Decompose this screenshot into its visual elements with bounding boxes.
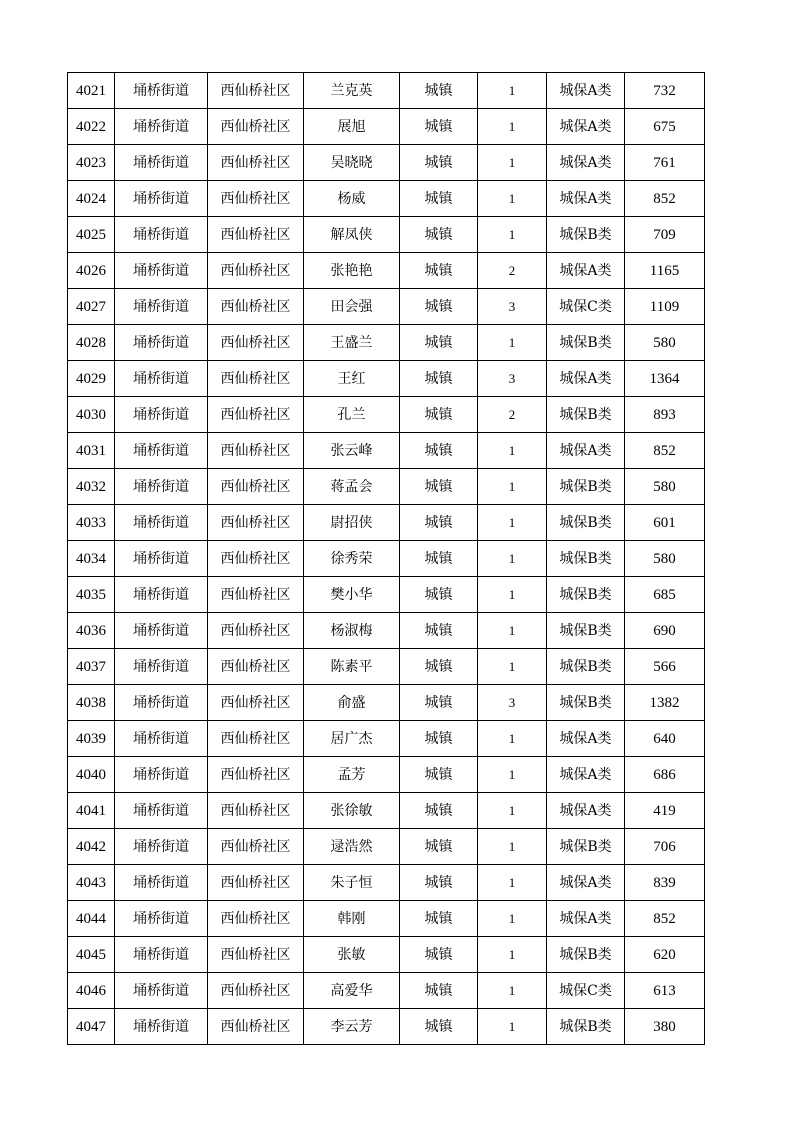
street-cell: 埇桥街道: [115, 973, 208, 1009]
community-cell: 西仙桥社区: [208, 217, 304, 253]
name-cell: 兰克英: [304, 73, 400, 109]
street-cell: 埇桥街道: [115, 181, 208, 217]
street-cell: 埇桥街道: [115, 577, 208, 613]
amount-cell: 732: [625, 73, 705, 109]
area-type-cell: 城镇: [400, 181, 478, 217]
area-type-cell: 城镇: [400, 721, 478, 757]
community-cell: 西仙桥社区: [208, 73, 304, 109]
area-type-cell: 城镇: [400, 361, 478, 397]
table-row: [68, 289, 705, 325]
household-count-cell: 3: [478, 685, 547, 721]
name-cell: 蒋孟会: [304, 469, 400, 505]
name-cell: 樊小华: [304, 577, 400, 613]
area-type-cell: 城镇: [400, 325, 478, 361]
name-cell: 高爱华: [304, 973, 400, 1009]
household-count-cell: 1: [478, 973, 547, 1009]
community-cell: 西仙桥社区: [208, 397, 304, 433]
household-count-cell: 1: [478, 541, 547, 577]
table-row: [68, 721, 705, 757]
street-cell: 埇桥街道: [115, 793, 208, 829]
street-cell: 埇桥街道: [115, 109, 208, 145]
amount-cell: 761: [625, 145, 705, 181]
table-row: [68, 577, 705, 613]
street-cell: 埇桥街道: [115, 253, 208, 289]
area-type-cell: 城镇: [400, 109, 478, 145]
household-count-cell: 1: [478, 829, 547, 865]
area-type-cell: 城镇: [400, 685, 478, 721]
table-row: [68, 73, 705, 109]
serial-number-cell: 4024: [68, 181, 115, 217]
community-cell: 西仙桥社区: [208, 253, 304, 289]
household-count-cell: 1: [478, 325, 547, 361]
name-cell: 俞盛: [304, 685, 400, 721]
table-row: [68, 757, 705, 793]
street-cell: 埇桥街道: [115, 433, 208, 469]
community-cell: 西仙桥社区: [208, 433, 304, 469]
street-cell: 埇桥街道: [115, 469, 208, 505]
amount-cell: 893: [625, 397, 705, 433]
name-cell: 杨威: [304, 181, 400, 217]
area-type-cell: 城镇: [400, 469, 478, 505]
insurance-category-cell: 城保B类: [547, 649, 625, 685]
household-count-cell: 1: [478, 757, 547, 793]
table-row: [68, 181, 705, 217]
area-type-cell: 城镇: [400, 253, 478, 289]
household-count-cell: 1: [478, 145, 547, 181]
community-cell: 西仙桥社区: [208, 577, 304, 613]
amount-cell: 566: [625, 649, 705, 685]
street-cell: 埇桥街道: [115, 865, 208, 901]
insurance-category-cell: 城保A类: [547, 145, 625, 181]
community-cell: 西仙桥社区: [208, 181, 304, 217]
street-cell: 埇桥街道: [115, 145, 208, 181]
serial-number-cell: 4028: [68, 325, 115, 361]
amount-cell: 601: [625, 505, 705, 541]
amount-cell: 640: [625, 721, 705, 757]
table-row: [68, 145, 705, 181]
street-cell: 埇桥街道: [115, 613, 208, 649]
street-cell: 埇桥街道: [115, 325, 208, 361]
name-cell: 解凤侠: [304, 217, 400, 253]
name-cell: 张云峰: [304, 433, 400, 469]
area-type-cell: 城镇: [400, 973, 478, 1009]
community-cell: 西仙桥社区: [208, 829, 304, 865]
street-cell: 埇桥街道: [115, 829, 208, 865]
insurance-category-cell: 城保A类: [547, 73, 625, 109]
community-cell: 西仙桥社区: [208, 109, 304, 145]
insurance-category-cell: 城保A类: [547, 181, 625, 217]
amount-cell: 380: [625, 1009, 705, 1045]
street-cell: 埇桥街道: [115, 73, 208, 109]
amount-cell: 706: [625, 829, 705, 865]
table-row: [68, 361, 705, 397]
serial-number-cell: 4031: [68, 433, 115, 469]
serial-number-cell: 4037: [68, 649, 115, 685]
serial-number-cell: 4029: [68, 361, 115, 397]
serial-number-cell: 4045: [68, 937, 115, 973]
community-cell: 西仙桥社区: [208, 649, 304, 685]
amount-cell: 580: [625, 469, 705, 505]
insurance-category-cell: 城保B类: [547, 577, 625, 613]
table-row: [68, 613, 705, 649]
serial-number-cell: 4043: [68, 865, 115, 901]
table-row: [68, 937, 705, 973]
name-cell: 杨淑梅: [304, 613, 400, 649]
household-count-cell: 1: [478, 109, 547, 145]
street-cell: 埇桥街道: [115, 937, 208, 973]
insurance-category-cell: 城保A类: [547, 757, 625, 793]
table-row: [68, 253, 705, 289]
insurance-category-cell: 城保C类: [547, 973, 625, 1009]
insurance-category-cell: 城保B类: [547, 937, 625, 973]
insurance-category-cell: 城保A类: [547, 721, 625, 757]
serial-number-cell: 4035: [68, 577, 115, 613]
area-type-cell: 城镇: [400, 217, 478, 253]
serial-number-cell: 4021: [68, 73, 115, 109]
insurance-category-cell: 城保B类: [547, 541, 625, 577]
household-count-cell: 1: [478, 73, 547, 109]
insurance-category-cell: 城保B类: [547, 1009, 625, 1045]
insurance-category-cell: 城保A类: [547, 901, 625, 937]
community-cell: 西仙桥社区: [208, 613, 304, 649]
serial-number-cell: 4027: [68, 289, 115, 325]
street-cell: 埇桥街道: [115, 649, 208, 685]
street-cell: 埇桥街道: [115, 289, 208, 325]
table-row: [68, 325, 705, 361]
name-cell: 展旭: [304, 109, 400, 145]
amount-cell: 613: [625, 973, 705, 1009]
serial-number-cell: 4026: [68, 253, 115, 289]
table-row: [68, 685, 705, 721]
area-type-cell: 城镇: [400, 505, 478, 541]
area-type-cell: 城镇: [400, 73, 478, 109]
area-type-cell: 城镇: [400, 433, 478, 469]
table-row: [68, 901, 705, 937]
table-row: [68, 397, 705, 433]
roster-table: [67, 72, 705, 1045]
area-type-cell: 城镇: [400, 757, 478, 793]
insurance-category-cell: 城保B类: [547, 685, 625, 721]
street-cell: 埇桥街道: [115, 757, 208, 793]
amount-cell: 1165: [625, 253, 705, 289]
household-count-cell: 1: [478, 793, 547, 829]
amount-cell: 675: [625, 109, 705, 145]
household-count-cell: 1: [478, 577, 547, 613]
serial-number-cell: 4038: [68, 685, 115, 721]
household-count-cell: 1: [478, 721, 547, 757]
household-count-cell: 3: [478, 361, 547, 397]
amount-cell: 686: [625, 757, 705, 793]
community-cell: 西仙桥社区: [208, 469, 304, 505]
household-count-cell: 2: [478, 253, 547, 289]
community-cell: 西仙桥社区: [208, 289, 304, 325]
serial-number-cell: 4044: [68, 901, 115, 937]
community-cell: 西仙桥社区: [208, 685, 304, 721]
serial-number-cell: 4023: [68, 145, 115, 181]
table-row: [68, 505, 705, 541]
community-cell: 西仙桥社区: [208, 505, 304, 541]
table-row: [68, 793, 705, 829]
street-cell: 埇桥街道: [115, 397, 208, 433]
community-cell: 西仙桥社区: [208, 1009, 304, 1045]
community-cell: 西仙桥社区: [208, 145, 304, 181]
insurance-category-cell: 城保A类: [547, 253, 625, 289]
table-row: [68, 973, 705, 1009]
amount-cell: 839: [625, 865, 705, 901]
household-count-cell: 1: [478, 433, 547, 469]
serial-number-cell: 4036: [68, 613, 115, 649]
community-cell: 西仙桥社区: [208, 541, 304, 577]
serial-number-cell: 4025: [68, 217, 115, 253]
insurance-category-cell: 城保B类: [547, 505, 625, 541]
area-type-cell: 城镇: [400, 649, 478, 685]
amount-cell: 1382: [625, 685, 705, 721]
serial-number-cell: 4042: [68, 829, 115, 865]
amount-cell: 852: [625, 433, 705, 469]
name-cell: 张敏: [304, 937, 400, 973]
name-cell: 张徐敏: [304, 793, 400, 829]
name-cell: 田会强: [304, 289, 400, 325]
amount-cell: 580: [625, 325, 705, 361]
household-count-cell: 1: [478, 937, 547, 973]
area-type-cell: 城镇: [400, 901, 478, 937]
insurance-category-cell: 城保A类: [547, 109, 625, 145]
household-count-cell: 2: [478, 397, 547, 433]
table-row: [68, 469, 705, 505]
area-type-cell: 城镇: [400, 829, 478, 865]
amount-cell: 709: [625, 217, 705, 253]
name-cell: 孔兰: [304, 397, 400, 433]
serial-number-cell: 4046: [68, 973, 115, 1009]
name-cell: 陈素平: [304, 649, 400, 685]
area-type-cell: 城镇: [400, 397, 478, 433]
name-cell: 李云芳: [304, 1009, 400, 1045]
serial-number-cell: 4047: [68, 1009, 115, 1045]
community-cell: 西仙桥社区: [208, 721, 304, 757]
household-count-cell: 1: [478, 613, 547, 649]
area-type-cell: 城镇: [400, 145, 478, 181]
table-row: [68, 865, 705, 901]
amount-cell: 852: [625, 181, 705, 217]
street-cell: 埇桥街道: [115, 361, 208, 397]
amount-cell: 419: [625, 793, 705, 829]
area-type-cell: 城镇: [400, 1009, 478, 1045]
name-cell: 徐秀荣: [304, 541, 400, 577]
table-row: [68, 1009, 705, 1045]
household-count-cell: 1: [478, 469, 547, 505]
insurance-category-cell: 城保B类: [547, 829, 625, 865]
table-row: [68, 541, 705, 577]
name-cell: 孟芳: [304, 757, 400, 793]
amount-cell: 1364: [625, 361, 705, 397]
serial-number-cell: 4032: [68, 469, 115, 505]
serial-number-cell: 4034: [68, 541, 115, 577]
street-cell: 埇桥街道: [115, 721, 208, 757]
serial-number-cell: 4041: [68, 793, 115, 829]
community-cell: 西仙桥社区: [208, 793, 304, 829]
insurance-category-cell: 城保A类: [547, 361, 625, 397]
table-row: [68, 109, 705, 145]
amount-cell: 852: [625, 901, 705, 937]
amount-cell: 690: [625, 613, 705, 649]
amount-cell: 620: [625, 937, 705, 973]
roster-body: [68, 73, 705, 1045]
area-type-cell: 城镇: [400, 865, 478, 901]
insurance-category-cell: 城保C类: [547, 289, 625, 325]
table-row: [68, 433, 705, 469]
household-count-cell: 1: [478, 217, 547, 253]
name-cell: 居广杰: [304, 721, 400, 757]
community-cell: 西仙桥社区: [208, 937, 304, 973]
street-cell: 埇桥街道: [115, 1009, 208, 1045]
household-count-cell: 1: [478, 505, 547, 541]
area-type-cell: 城镇: [400, 793, 478, 829]
serial-number-cell: 4022: [68, 109, 115, 145]
insurance-category-cell: 城保B类: [547, 325, 625, 361]
name-cell: 尉招侠: [304, 505, 400, 541]
serial-number-cell: 4033: [68, 505, 115, 541]
household-count-cell: 1: [478, 1009, 547, 1045]
street-cell: 埇桥街道: [115, 901, 208, 937]
household-count-cell: 1: [478, 865, 547, 901]
name-cell: 张艳艳: [304, 253, 400, 289]
serial-number-cell: 4040: [68, 757, 115, 793]
street-cell: 埇桥街道: [115, 541, 208, 577]
household-count-cell: 1: [478, 181, 547, 217]
table-row: [68, 217, 705, 253]
serial-number-cell: 4030: [68, 397, 115, 433]
household-count-cell: 3: [478, 289, 547, 325]
name-cell: 逯浩然: [304, 829, 400, 865]
insurance-category-cell: 城保A类: [547, 433, 625, 469]
name-cell: 吴晓晓: [304, 145, 400, 181]
area-type-cell: 城镇: [400, 937, 478, 973]
serial-number-cell: 4039: [68, 721, 115, 757]
area-type-cell: 城镇: [400, 289, 478, 325]
community-cell: 西仙桥社区: [208, 325, 304, 361]
name-cell: 韩刚: [304, 901, 400, 937]
insurance-category-cell: 城保B类: [547, 397, 625, 433]
insurance-category-cell: 城保A类: [547, 793, 625, 829]
insurance-category-cell: 城保B类: [547, 613, 625, 649]
community-cell: 西仙桥社区: [208, 865, 304, 901]
area-type-cell: 城镇: [400, 613, 478, 649]
table-row: [68, 649, 705, 685]
amount-cell: 580: [625, 541, 705, 577]
household-count-cell: 1: [478, 901, 547, 937]
area-type-cell: 城镇: [400, 541, 478, 577]
community-cell: 西仙桥社区: [208, 757, 304, 793]
name-cell: 王红: [304, 361, 400, 397]
name-cell: 王盛兰: [304, 325, 400, 361]
community-cell: 西仙桥社区: [208, 901, 304, 937]
community-cell: 西仙桥社区: [208, 973, 304, 1009]
street-cell: 埇桥街道: [115, 685, 208, 721]
insurance-category-cell: 城保A类: [547, 865, 625, 901]
amount-cell: 685: [625, 577, 705, 613]
name-cell: 朱子恒: [304, 865, 400, 901]
street-cell: 埇桥街道: [115, 505, 208, 541]
street-cell: 埇桥街道: [115, 217, 208, 253]
area-type-cell: 城镇: [400, 577, 478, 613]
household-count-cell: 1: [478, 649, 547, 685]
insurance-category-cell: 城保B类: [547, 217, 625, 253]
amount-cell: 1109: [625, 289, 705, 325]
community-cell: 西仙桥社区: [208, 361, 304, 397]
table-row: [68, 829, 705, 865]
insurance-category-cell: 城保B类: [547, 469, 625, 505]
